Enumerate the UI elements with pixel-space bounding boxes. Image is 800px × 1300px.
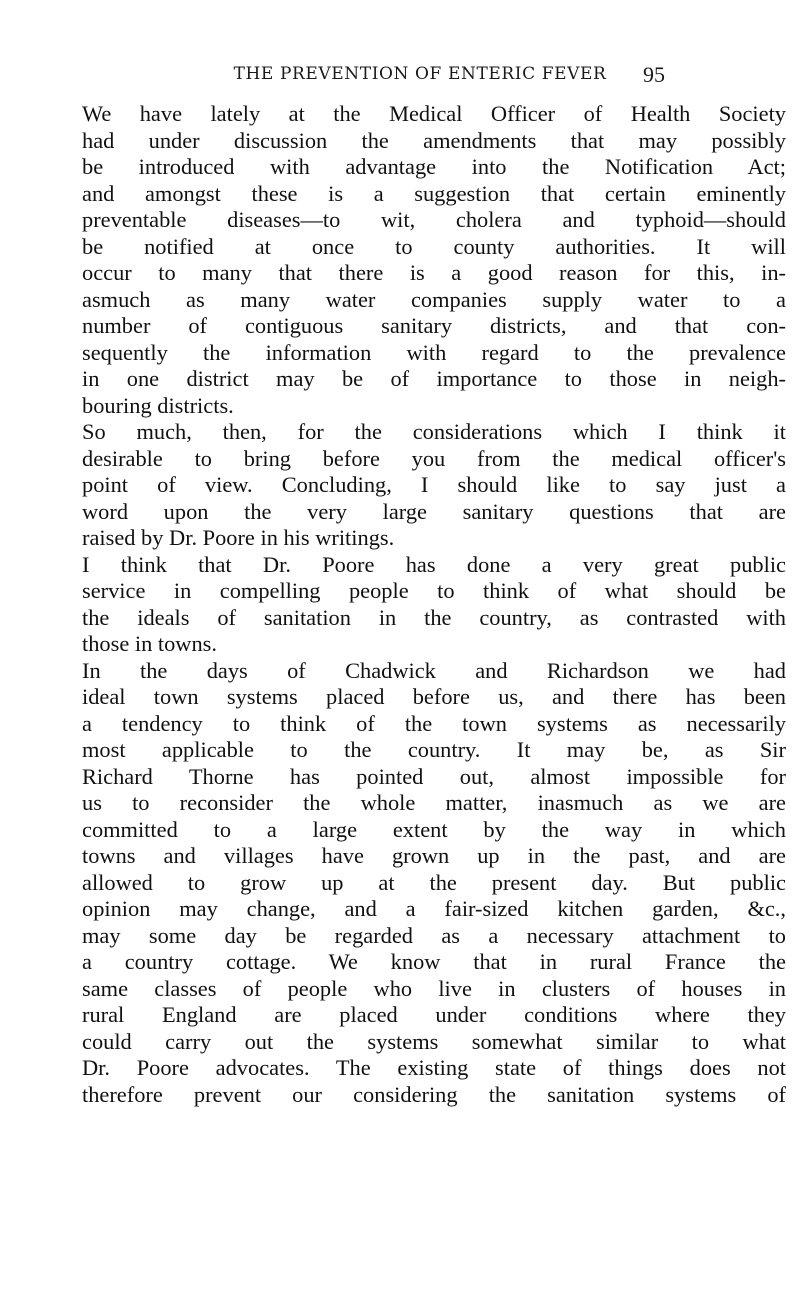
text-line: most applicable to the country. It may be, as Sir xyxy=(82,737,786,762)
text-line: desirable to bring before you from the medical officer's xyxy=(82,445,786,471)
text-line: bouring districts. xyxy=(82,392,234,418)
text-line: us to reconsider the whole matter, inasmuch as we are xyxy=(82,790,786,815)
text-line: and amongst these is a suggestion that certain eminently xyxy=(82,180,786,206)
text-line: asmuch as many water companies supply water to a xyxy=(82,286,786,312)
text-line: those in towns. xyxy=(82,631,217,656)
text-line: Richard Thorne has pointed out, almost impossible for xyxy=(82,763,786,789)
text-line: in one district may be of importance to those in neigh- xyxy=(82,366,786,391)
text-line: be notified at once to county authorities. It will xyxy=(82,233,786,259)
text-line: We have lately at the Medical Officer of Health Society xyxy=(82,101,786,126)
text-line: So much, then, for the considerations which I think it xyxy=(82,419,786,444)
text-line: number of contiguous sanitary districts, and that con- xyxy=(82,313,786,338)
text-line: sequently the information with regard to the prevalence xyxy=(82,339,786,365)
text-line: had under discussion the amendments that may possibly xyxy=(82,127,786,153)
text-line: word upon the very large sanitary questions that are xyxy=(82,498,786,524)
text-line: allowed to grow up at the present day. But public xyxy=(82,869,786,895)
text-line: I think that Dr. Poore has done a very great public xyxy=(82,551,786,577)
text-line: ideal town systems placed before us, and there has been xyxy=(82,684,786,709)
text-line: the ideals of sanitation in the country, as contrasted with xyxy=(82,604,786,630)
page-number: 95 xyxy=(643,62,665,87)
text-line: may some day be regarded as a necessary attachment to xyxy=(82,922,786,948)
text-line: committed to a large extent by the way in which xyxy=(82,816,786,842)
text-line: be introduced with advantage into the Notification Act; xyxy=(82,154,786,179)
text-line: Dr. Poore advocates. The existing state of things does not xyxy=(82,1055,786,1080)
text-line: rural England are placed under conditions where they xyxy=(82,1002,786,1027)
body-text xyxy=(82,101,786,1108)
text-line: a country cottage. We know that in rural France the xyxy=(82,949,786,974)
text-line: point of view. Concluding, I should like to say just a xyxy=(82,472,786,497)
text-line: preventable diseases—to wit, cholera and typhoid—should xyxy=(82,207,786,232)
text-line: a tendency to think of the town systems as necessarily xyxy=(82,710,786,736)
running-head: THE PREVENTION OF ENTERIC FEVER xyxy=(233,64,607,84)
text-line: occur to many that there is a good reason for this, in- xyxy=(82,260,786,285)
text-line: towns and villages have grown up in the past, and are xyxy=(82,843,786,868)
text-line: service in compelling people to think of what should be xyxy=(82,578,786,603)
text-line: In the days of Chadwick and Richardson we had xyxy=(82,657,786,683)
text-line: therefore prevent our considering the sanitation systems of xyxy=(82,1081,786,1107)
text-line: same classes of people who live in clusters of houses in xyxy=(82,975,786,1001)
text-line: could carry out the systems somewhat similar to what xyxy=(82,1028,786,1054)
text-line: opinion may change, and a fair-sized kitchen garden, &c., xyxy=(82,896,786,921)
text-line: raised by Dr. Poore in his writings. xyxy=(82,525,395,550)
